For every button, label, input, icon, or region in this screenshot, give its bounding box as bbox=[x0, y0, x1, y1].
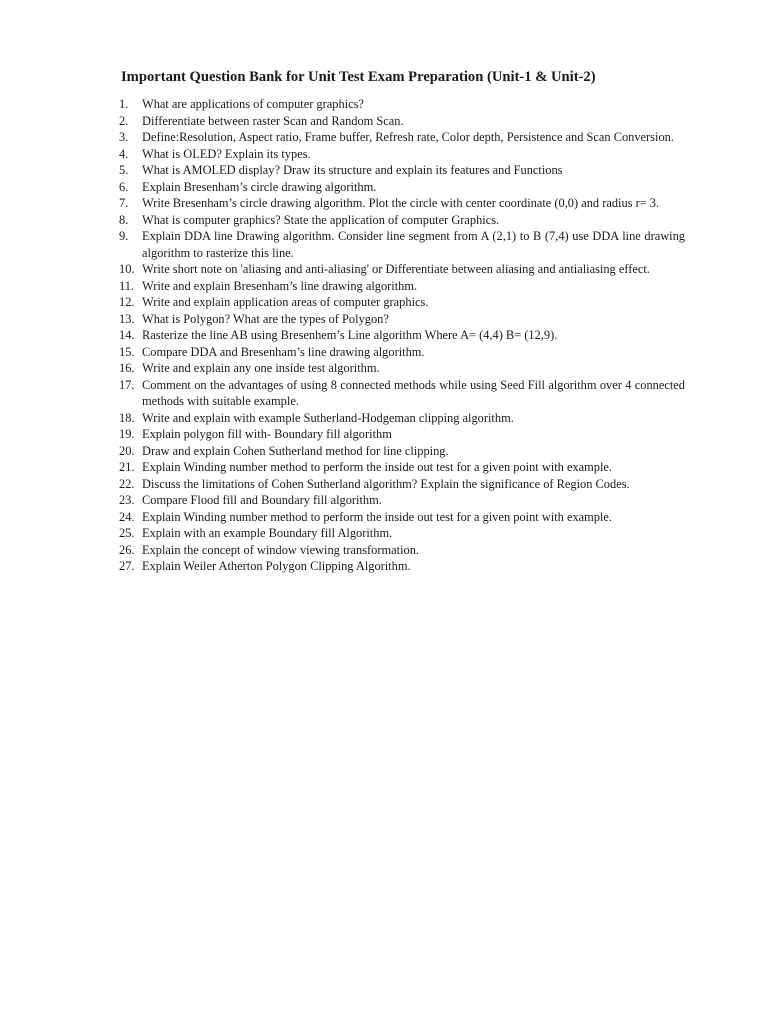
question-text: What is AMOLED display? Draw its structure and explain its features and Functions bbox=[142, 163, 563, 177]
question-item bbox=[119, 327, 685, 344]
question-item bbox=[119, 360, 685, 377]
question-number: 19. bbox=[119, 427, 135, 441]
question-list bbox=[119, 96, 685, 575]
question-item bbox=[119, 96, 685, 113]
question-number: 14. bbox=[119, 328, 135, 342]
question-number: 2. bbox=[119, 113, 129, 128]
question-text: Compare DDA and Bresenham’s line drawing algorithm. bbox=[142, 344, 425, 359]
question-number: 17. bbox=[119, 377, 135, 392]
question-number: 23. bbox=[119, 493, 135, 507]
question-item bbox=[119, 212, 685, 229]
question-number: 22. bbox=[119, 476, 135, 491]
question-item bbox=[119, 311, 685, 328]
question-item bbox=[119, 492, 685, 509]
question-text: Define:Resolution, Aspect ratio, Frame buffer, Refresh rate, Color depth, Persistence and Scan Conversion. bbox=[142, 130, 674, 144]
question-number: 20. bbox=[119, 443, 135, 458]
question-text: What is Polygon? What are the types of Polygon? bbox=[142, 311, 389, 326]
question-item bbox=[119, 509, 685, 526]
question-item bbox=[119, 129, 685, 146]
question-item bbox=[119, 443, 685, 460]
question-item bbox=[119, 195, 685, 212]
question-number: 4. bbox=[119, 146, 129, 161]
question-number: 8. bbox=[119, 212, 129, 227]
question-text: Rasterize the line AB using Bresenhem’s Line algorithm Where A= (4,4) B= (12,9). bbox=[142, 328, 558, 342]
question-text: Explain polygon fill with- Boundary fill algorithm bbox=[142, 427, 392, 441]
question-item bbox=[119, 542, 685, 559]
question-text: Comment on the advantages of using 8 connected methods while using Seed Fill algorithm over 4 connected methods with suitable example. bbox=[142, 377, 685, 408]
question-item bbox=[119, 426, 685, 443]
question-number: 12. bbox=[119, 295, 135, 309]
question-text: What is OLED? Explain its types. bbox=[142, 146, 311, 161]
document-title: Important Question Bank for Unit Test Exam Preparation (Unit-1 & Unit-2) bbox=[121, 69, 596, 85]
question-text: Draw and explain Cohen Sutherland method for line clipping. bbox=[142, 443, 449, 458]
question-text: Discuss the limitations of Cohen Sutherland algorithm? Explain the significance of Region Codes. bbox=[142, 476, 630, 491]
question-number: 25. bbox=[119, 526, 135, 540]
question-text: Explain with an example Boundary fill Algorithm. bbox=[142, 526, 393, 540]
question-text: Explain DDA line Drawing algorithm. Consider line segment from A (2,1) to B (7,4) use DDA line drawing algorithm to rasterize this line. bbox=[142, 229, 685, 260]
question-text: Explain Winding number method to perform the inside out test for a given point with example. bbox=[142, 509, 613, 524]
question-item bbox=[119, 344, 685, 361]
question-text: Explain Winding number method to perform the inside out test for a given point with example. bbox=[142, 460, 613, 474]
question-item bbox=[119, 377, 685, 410]
question-number: 15. bbox=[119, 344, 135, 359]
question-number: 18. bbox=[119, 410, 135, 425]
question-text: Write Bresenham’s circle drawing algorithm. Plot the circle with center coordinate (0,0) and radius r= 3. bbox=[142, 196, 660, 210]
question-text: Write and explain with example Sutherland-Hodgeman clipping algorithm. bbox=[142, 410, 514, 425]
question-number: 5. bbox=[119, 163, 129, 177]
question-number: 9. bbox=[119, 229, 129, 243]
question-text: What is computer graphics? State the application of computer Graphics. bbox=[142, 212, 500, 227]
question-number: 10. bbox=[119, 262, 135, 276]
question-text: Explain Bresenham’s circle drawing algorithm. bbox=[142, 179, 377, 194]
question-number: 21. bbox=[119, 460, 135, 474]
question-number: 7. bbox=[119, 196, 129, 210]
question-number: 16. bbox=[119, 361, 135, 375]
question-number: 11. bbox=[119, 278, 135, 293]
question-item bbox=[119, 261, 685, 278]
question-text: Differentiate between raster Scan and Random Scan. bbox=[142, 113, 404, 128]
question-item bbox=[119, 294, 685, 311]
question-item bbox=[119, 113, 685, 130]
question-text: What are applications of computer graphics? bbox=[142, 97, 364, 111]
question-text: Explain Weiler Atherton Polygon Clipping Algorithm. bbox=[142, 559, 411, 573]
question-text: Write short note on 'aliasing and anti-aliasing' or Differentiate between aliasing and antialiasing effect. bbox=[142, 262, 650, 276]
question-text: Write and explain application areas of computer graphics. bbox=[142, 295, 429, 309]
question-number: 26. bbox=[119, 542, 135, 557]
question-text: Explain the concept of window viewing transformation. bbox=[142, 542, 419, 557]
question-item bbox=[119, 146, 685, 163]
question-text: Write and explain any one inside test algorithm. bbox=[142, 361, 380, 375]
question-item bbox=[119, 228, 685, 261]
question-item bbox=[119, 459, 685, 476]
question-number: 27. bbox=[119, 559, 135, 573]
question-number: 3. bbox=[119, 130, 129, 144]
question-number: 24. bbox=[119, 509, 135, 524]
question-item bbox=[119, 278, 685, 295]
question-number: 13. bbox=[119, 311, 135, 326]
question-item bbox=[119, 558, 685, 575]
question-item bbox=[119, 476, 685, 493]
question-item bbox=[119, 179, 685, 196]
question-number: 6. bbox=[119, 179, 129, 194]
question-number: 1. bbox=[119, 97, 129, 111]
question-item bbox=[119, 525, 685, 542]
question-item bbox=[119, 410, 685, 427]
question-item bbox=[119, 162, 685, 179]
question-text: Compare Flood fill and Boundary fill algorithm. bbox=[142, 493, 382, 507]
question-text: Write and explain Bresenham’s line drawing algorithm. bbox=[142, 278, 418, 293]
